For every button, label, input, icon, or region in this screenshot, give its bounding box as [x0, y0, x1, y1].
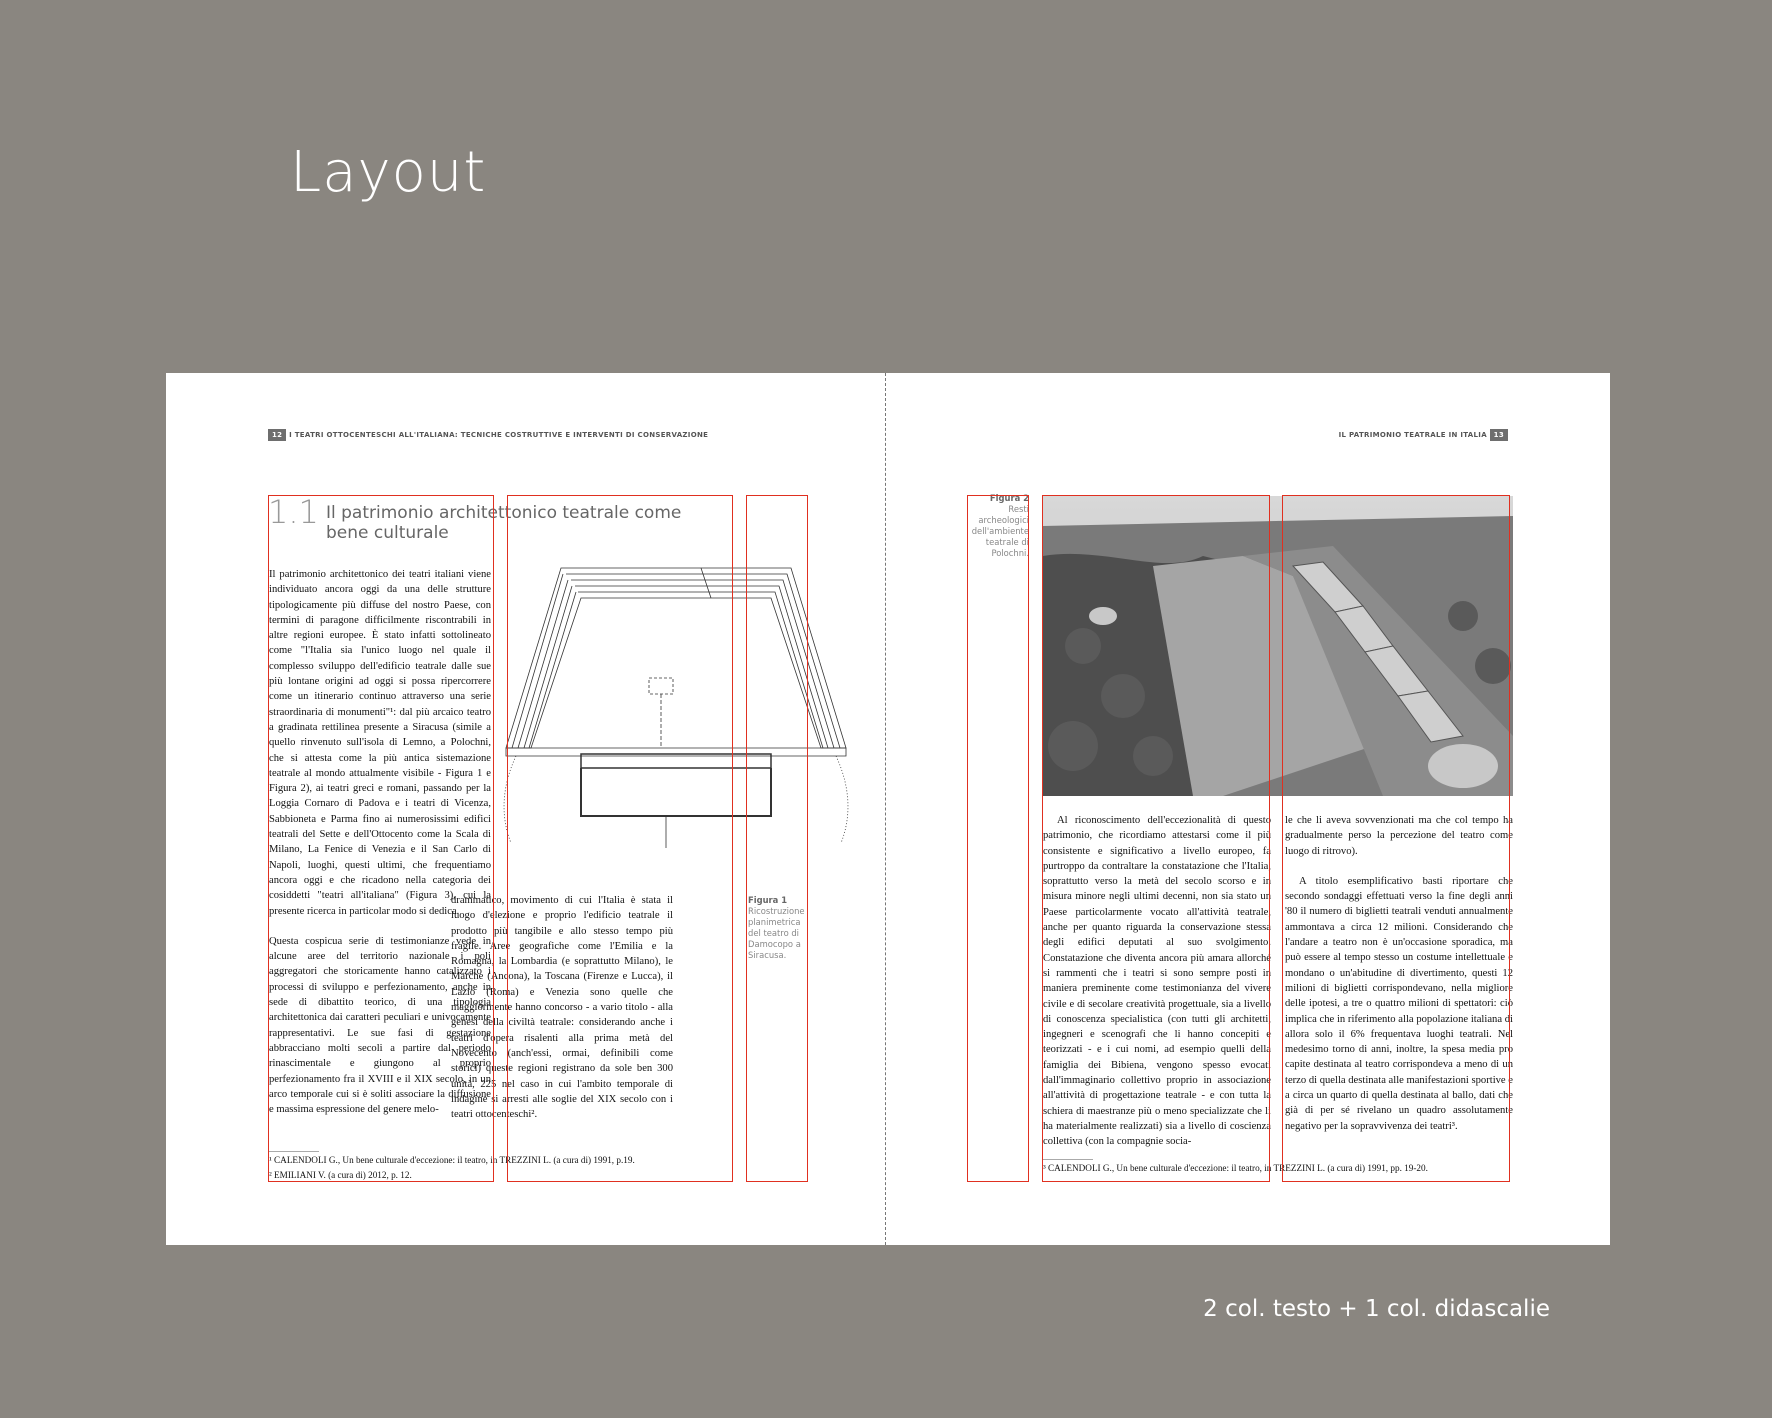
figure-1-label: Figura 1	[748, 895, 788, 905]
left-page-number: 12	[268, 429, 286, 441]
page-fold-line	[885, 373, 886, 1245]
left-column-2	[451, 893, 673, 1122]
right-footnote-3: ³ CALENDOLI G., Un bene culturale d'eccezione: il teatro, in TREZZINI L. (a cura di) 1991, pp. 19-20.	[1043, 1163, 1428, 1173]
figure-2-photo	[1043, 496, 1513, 796]
left-col2-paragraph-1: drammatico, movimento di cui l'Italia è stata il luogo d'elezione e proprio l'edificio teatrale il prodotto più tangibile e allo stesso tempo più fragile. Aree geografiche come l'Emilia e la Romagna, la Lombardia (e soprattutto Milano), le Marche (Ancona), la Toscana (Firenze e Lucca), il Lazio (Roma) e Venezia sono quelle che maggiormente hanno concorso - a vario titolo - alla genesi della civiltà teatrale: considerando anche i teatri d'opera risalenti alla prima metà del Novecento (anch'essi, ormai, definibili come storici) queste regioni registrano da sole ben 300 unità, 225 nel caso in cui l'ambito temporale di indagine si arresti alle soglie del XIX secolo con i teatri ottocenteschi².	[451, 895, 673, 1121]
figure-2-text: Resti archeologici dell'ambiente teatrale di Polochni.	[971, 504, 1029, 558]
section-number: 1.1	[268, 493, 319, 531]
right-caption-column-guide	[967, 495, 1029, 1182]
left-running-head-text: I TEATRI OTTOCENTESCHI ALL'ITALIANA: TECNICHE COSTRUTTIVE E INTERVENTI DI CONSERVAZIONE	[289, 431, 709, 439]
theatre-plan-drawing	[471, 558, 861, 858]
left-footnote-rule	[269, 1151, 319, 1152]
right-running-head-text: IL PATRIMONIO TEATRALE IN ITALIA	[1338, 431, 1487, 439]
right-col1-paragraph-1: Al riconoscimento dell'eccezionalità di questo patrimonio, che ricordiamo attestarsi come il più consistente e significativo a livello europeo, fa purtroppo da contraltare la constatazione che l'Italia, soprattutto verso la metà del secolo scorso e in misura minore negli ultimi decenni, non sia stato un Paese particolarmente vocato all'attività teatrale, anche per quanto riguarda la conservazione stessa degli edifici deputati al suo svolgimento. Constatazione che diventa ancora più amara allorché si rammenti che i teatri si sono sempre posti in maniera preminente come testimonianza del vivere civile e di secolare creatività progettuale, sia a livello di conoscenza specialistica (con tutti gli architetti, ingegneri e scenografi che li hanno concepiti e teorizzati - e i cui nomi, ad esempio quelli della famiglia dei Bibiena, vengono spesso evocati dall'immaginario collettivo proprio in associazione all'attività di progettazione teatrale - e con tutta la schiera di maestranze più o meno specializzate che li ha materialmente realizzati) sia a livello di coscienza collettiva (con la compagnie socia-	[1043, 815, 1271, 1148]
left-col1-paragraph-2: Questa cospicua serie di testimonianze vede in alcune aree del territorio nazionale i poli aggregatori che storicamente hanno catalizzato i processi di sviluppo e perfezionamento, anche in sede di dibattito teorico, di una tipologia architettonica dai caratteri peculiari e univocamente rappresentativi. Le sue fasi di gestazione abbracciano molti secoli a partire dal periodo rinascimentale e giungono al proprio perfezionamento fra il XVIII e il XIX secolo, in un arco temporale cui si è soliti associare la diffusione e massima espressione del genere melo-	[269, 935, 491, 1116]
section-title: Il patrimonio architettonico teatrale come bene culturale	[326, 503, 682, 543]
right-footnote-rule	[1043, 1159, 1093, 1160]
figure-1-text: Ricostruzione planimetrica del teatro di Damocopo a Siracusa.	[748, 906, 805, 960]
figure-1-caption	[748, 895, 808, 961]
slide-subtitle: 2 col. testo + 1 col. didascalie	[1203, 1296, 1550, 1322]
book-spread	[166, 373, 1610, 1245]
left-footnote-2: ² EMILIANI V. (a cura di) 2012, p. 12.	[269, 1170, 412, 1180]
slide-title: Layout	[290, 140, 487, 205]
right-col2-paragraph-1: le che li aveva sovvenzionati ma che col tempo ha gradualmente perso la percezione del teatro come luogo di ritrovo).	[1285, 815, 1513, 857]
right-column-1	[1043, 813, 1271, 1150]
left-col1-paragraph-1: Il patrimonio architettonico dei teatri italiani viene individuato ancora oggi da una delle strutture tipologicamente più diffuse del nostro Paese, con termini di paragone difficilmente riscontrabili in altre regioni europee. È stato infatti sottolineato come "l'Italia sia l'unico luogo nel quale il complesso sviluppo dell'edificio teatrale dalle sue più lontane origini ad oggi si possa ripercorrere come un itinerario continuo attraverso una serie straordinaria di monumenti"¹: dal più arcaico teatro a gradinata rettilinea presente a Siracusa (simile a quello rinvenuto sull'isola di Lemno, a Polochni, che si attesta come la più antica sistemazione teatrale al mondo attualmente visibile - Figura 1 e Figura 2), ai teatri greci e romani, passando per la Loggia Cornaro di Padova e i teatri di Vicenza, Sabbioneta e Parma fino ai numerosissimi edifici teatrali del Sette e dell'Ottocento come la Scala di Milano, La Fenice di Venezia e il San Carlo di Napoli, luoghi, questi ultimi, che frequentiamo ancora oggi e che ricadono nella categoria dei cosiddetti "teatri all'italiana" (Figura 3), cui la presente ricerca in particolar modo si dedica.	[269, 569, 491, 917]
right-running-head	[1339, 429, 1508, 441]
figure-2-label: Figura 2	[989, 493, 1029, 503]
left-running-head	[268, 429, 708, 441]
figure-2-caption	[969, 493, 1029, 559]
left-footnote-1: ¹ CALENDOLI G., Un bene culturale d'eccezione: il teatro, in TREZZINI L. (a cura di) 1991, p.19.	[269, 1155, 635, 1165]
right-page-number: 13	[1490, 429, 1508, 441]
right-col2-paragraph-2: A titolo esemplificativo basti riportare che secondo sondaggi effettuati verso la fine degli anni '80 il numero di biglietti teatrali venduti annualmente ammontava a circa 12 milioni. Considerando che l'andare a teatro non è un'occasione sporadica, ma può essere al tempo stesso un costume intellettuale e mondano o un'abitudine di divertimento, questi 12 milioni di biglietti corrispondevano, nella migliore delle ipotesi, a tre o quattro milioni di spettatori: ciò implica che in riferimento alla popolazione italiana di allora solo il 6% frequentava luoghi teatrali. Nel medesimo torno di anni, inoltre, la spesa media pro capite destinata al teatro corrispondeva a meno di un terzo di quella destinata alle manifestazioni sportive e a circa un quarto di quella destinata al ballo, dati che già di per sé rivelano un quadro assolutamente negativo per la sopravvivenza dei teatri³.	[1285, 875, 1513, 1132]
right-column-2	[1285, 813, 1513, 1134]
